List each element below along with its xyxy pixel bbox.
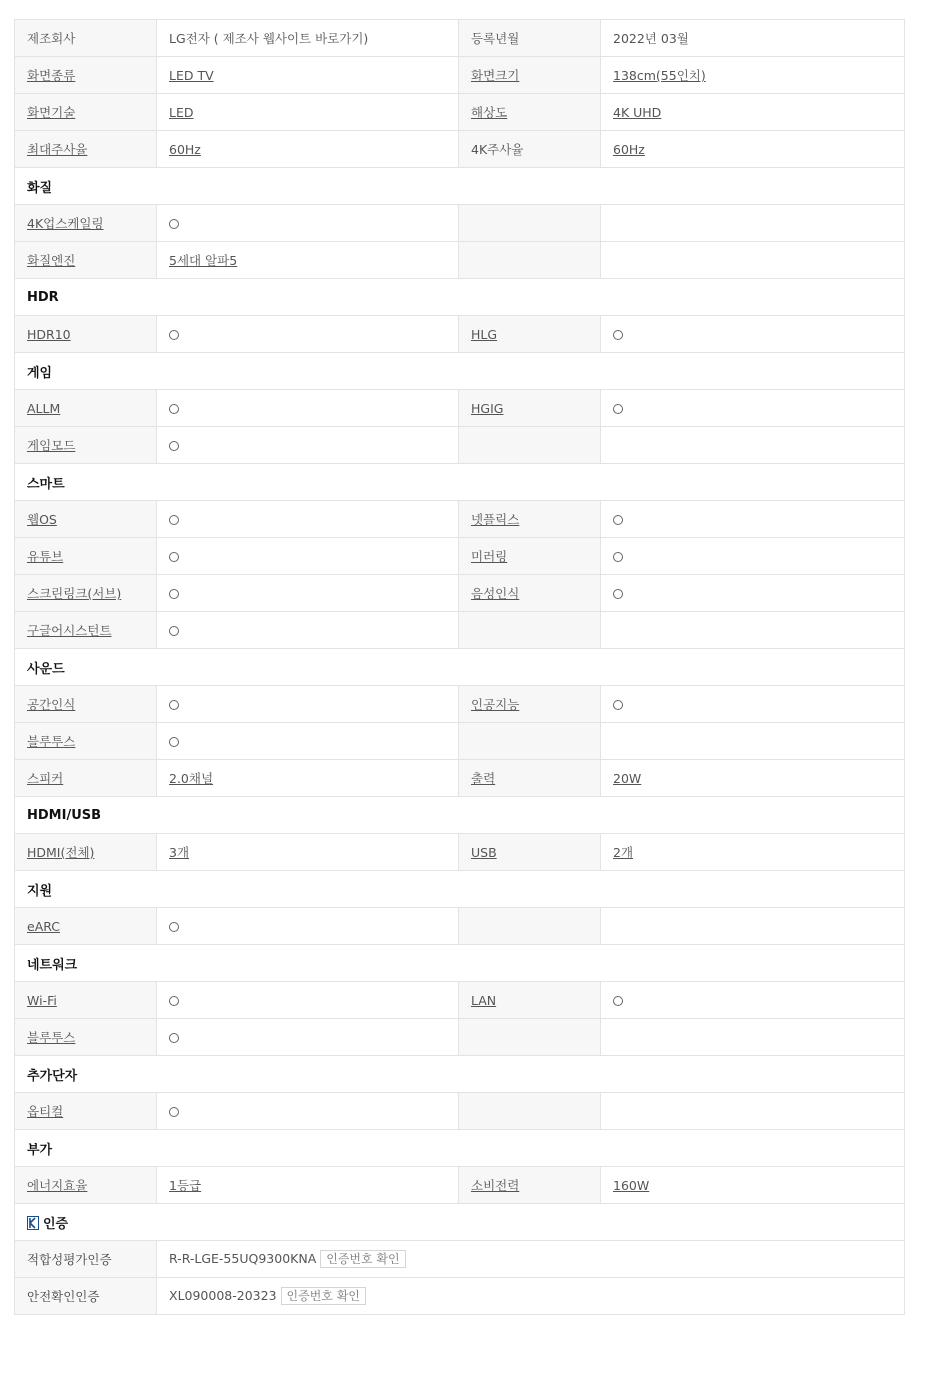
spec-label-link[interactable]: LAN bbox=[471, 992, 497, 1008]
spec-label-cell bbox=[15, 1093, 157, 1130]
supported-circle-icon bbox=[169, 1107, 179, 1117]
spec-value-cell bbox=[157, 760, 459, 797]
spec-value-link[interactable]: 60Hz bbox=[169, 141, 201, 157]
section-header bbox=[15, 353, 905, 390]
spec-label-cell bbox=[15, 908, 157, 945]
spec-value-cell bbox=[157, 94, 459, 131]
cert-row bbox=[15, 1278, 905, 1315]
section-title-cell bbox=[15, 1130, 905, 1167]
spec-value-cell bbox=[601, 390, 905, 427]
spec-value-cell bbox=[601, 908, 905, 945]
spec-label-cell bbox=[15, 760, 157, 797]
spec-label-cell bbox=[459, 760, 601, 797]
spec-label-cell bbox=[15, 686, 157, 723]
spec-label-cell bbox=[459, 390, 601, 427]
spec-value-cell bbox=[601, 723, 905, 760]
spec-value-cell bbox=[601, 834, 905, 871]
section-title: 인증 bbox=[43, 1216, 69, 1232]
spec-label-cell bbox=[459, 575, 601, 612]
section-title: 지원 bbox=[27, 883, 53, 899]
section-header bbox=[15, 871, 905, 908]
supported-circle-icon bbox=[169, 219, 179, 229]
spec-value-cell bbox=[157, 575, 459, 612]
spec-value-link[interactable]: 160W bbox=[613, 1177, 650, 1193]
spec-label-link[interactable]: 출력 bbox=[471, 771, 496, 786]
supported-circle-icon bbox=[169, 330, 179, 340]
section-header bbox=[15, 797, 905, 834]
supported-circle-icon bbox=[169, 589, 179, 599]
spec-label-cell bbox=[459, 723, 601, 760]
section-title: 부가 bbox=[27, 1142, 53, 1158]
spec-label-link[interactable]: 4K업스케일링 bbox=[27, 216, 104, 231]
spec-value-cell bbox=[157, 834, 459, 871]
spec-value-link[interactable]: 138cm(55인치) bbox=[613, 68, 706, 83]
spec-label-link[interactable]: 소비전력 bbox=[471, 1178, 520, 1193]
section-title: HDR bbox=[27, 289, 59, 305]
section-title-cell bbox=[15, 464, 905, 501]
spec-value-cell bbox=[157, 1093, 459, 1130]
spec-label-link[interactable]: 스피커 bbox=[27, 771, 64, 786]
spec-label-cell bbox=[459, 131, 601, 168]
spec-label-link[interactable]: 화질엔진 bbox=[27, 253, 76, 268]
spec-value-text: 2022년 03월 bbox=[613, 31, 689, 46]
section-title-cell bbox=[15, 279, 905, 316]
spec-label-cell bbox=[15, 390, 157, 427]
section-title-cell bbox=[15, 353, 905, 390]
spec-label-cell bbox=[15, 427, 157, 464]
spec-row bbox=[15, 1167, 905, 1204]
spec-label-cell bbox=[459, 316, 601, 353]
cert-label: 안전확인인증 bbox=[15, 1278, 157, 1315]
spec-value-cell bbox=[601, 20, 905, 57]
verify-cert-button[interactable]: 인증번호 확인 bbox=[320, 1250, 405, 1268]
spec-label-cell bbox=[15, 20, 157, 57]
spec-value-link[interactable]: 2.0채널 bbox=[169, 771, 214, 786]
spec-row bbox=[15, 834, 905, 871]
spec-row bbox=[15, 57, 905, 94]
spec-label-text: 제조회사 bbox=[27, 31, 76, 46]
spec-label-link[interactable]: 음성인식 bbox=[471, 586, 520, 601]
cert-value-cell bbox=[157, 1278, 905, 1315]
spec-label-cell bbox=[15, 242, 157, 279]
spec-label-link[interactable]: 게임모드 bbox=[27, 438, 76, 453]
spec-label-link[interactable]: ALLM bbox=[27, 400, 61, 416]
spec-row bbox=[15, 427, 905, 464]
kc-mark-icon bbox=[27, 1216, 39, 1230]
spec-row bbox=[15, 20, 905, 57]
spec-label-cell bbox=[15, 501, 157, 538]
spec-label-link[interactable]: 화면종류 bbox=[27, 68, 76, 83]
spec-row bbox=[15, 612, 905, 649]
spec-label-cell bbox=[459, 612, 601, 649]
spec-value-cell bbox=[157, 390, 459, 427]
spec-label-cell bbox=[459, 908, 601, 945]
spec-value-cell bbox=[157, 501, 459, 538]
spec-row bbox=[15, 575, 905, 612]
spec-label-link[interactable]: 구글어시스턴트 bbox=[27, 623, 112, 638]
spec-value-cell bbox=[601, 612, 905, 649]
spec-label-cell bbox=[459, 427, 601, 464]
spec-value-cell bbox=[601, 1167, 905, 1204]
supported-circle-icon bbox=[169, 1033, 179, 1043]
supported-circle-icon bbox=[169, 404, 179, 414]
spec-value-link[interactable]: 4K UHD bbox=[613, 104, 662, 120]
spec-row bbox=[15, 908, 905, 945]
section-header bbox=[15, 945, 905, 982]
spec-label-cell bbox=[15, 1167, 157, 1204]
spec-label-cell bbox=[15, 131, 157, 168]
spec-label-cell bbox=[15, 612, 157, 649]
section-title-cell bbox=[15, 871, 905, 908]
spec-label-link[interactable]: 웹OS bbox=[27, 512, 57, 527]
spec-table-body bbox=[15, 20, 905, 1315]
spec-row bbox=[15, 131, 905, 168]
spec-row bbox=[15, 723, 905, 760]
spec-table bbox=[14, 19, 905, 1315]
spec-value-cell bbox=[157, 1019, 459, 1056]
spec-label-link[interactable]: 블루투스 bbox=[27, 734, 76, 749]
spec-label-cell bbox=[459, 834, 601, 871]
spec-value-cell bbox=[157, 612, 459, 649]
spec-label-cell bbox=[459, 20, 601, 57]
spec-label-link[interactable]: HDR10 bbox=[27, 326, 71, 342]
supported-circle-icon bbox=[613, 404, 623, 414]
spec-value-cell bbox=[157, 57, 459, 94]
section-header bbox=[15, 464, 905, 501]
spec-value-text: LG전자 ( 제조사 웹사이트 바로가기) bbox=[169, 31, 369, 46]
spec-label-link[interactable]: 스크린링크(서브) bbox=[27, 586, 122, 601]
spec-value-link[interactable]: LED TV bbox=[169, 67, 214, 83]
section-title-cell bbox=[15, 649, 905, 686]
spec-row bbox=[15, 686, 905, 723]
spec-row bbox=[15, 1019, 905, 1056]
section-title-cell bbox=[15, 1204, 905, 1241]
spec-value-cell bbox=[157, 205, 459, 242]
spec-value-cell bbox=[601, 1093, 905, 1130]
spec-label-cell bbox=[15, 538, 157, 575]
spec-label-link[interactable]: HGIG bbox=[471, 400, 504, 416]
spec-label-cell bbox=[459, 1093, 601, 1130]
spec-row bbox=[15, 538, 905, 575]
spec-label-link[interactable]: 에너지효율 bbox=[27, 1178, 88, 1193]
spec-label-cell bbox=[15, 316, 157, 353]
spec-label-link[interactable]: 최대주사율 bbox=[27, 142, 88, 157]
spec-row bbox=[15, 94, 905, 131]
section-title: 네트워크 bbox=[27, 957, 78, 973]
spec-value-cell bbox=[601, 205, 905, 242]
spec-value-link[interactable]: 1등급 bbox=[169, 1178, 202, 1193]
spec-label-cell bbox=[15, 57, 157, 94]
spec-label-cell bbox=[459, 501, 601, 538]
spec-row bbox=[15, 982, 905, 1019]
spec-value-cell bbox=[157, 982, 459, 1019]
spec-value-cell bbox=[601, 501, 905, 538]
section-title: 게임 bbox=[27, 365, 53, 381]
spec-label-cell bbox=[459, 94, 601, 131]
supported-circle-icon bbox=[169, 737, 179, 747]
spec-label-link[interactable]: 해상도 bbox=[471, 105, 508, 120]
spec-label-link[interactable]: HLG bbox=[471, 326, 498, 342]
spec-label-link[interactable]: 화면크기 bbox=[471, 68, 520, 83]
spec-row bbox=[15, 242, 905, 279]
section-title: HDMI/USB bbox=[27, 807, 102, 823]
spec-label-cell bbox=[15, 982, 157, 1019]
spec-value-link[interactable]: 2개 bbox=[613, 845, 634, 860]
cert-label: 적합성평가인증 bbox=[15, 1241, 157, 1278]
spec-label-link[interactable]: 넷플릭스 bbox=[471, 512, 520, 527]
spec-label-cell bbox=[15, 723, 157, 760]
spec-value-cell bbox=[601, 94, 905, 131]
spec-label-cell bbox=[15, 205, 157, 242]
spec-label-link[interactable]: 유튜브 bbox=[27, 549, 64, 564]
spec-value-cell bbox=[601, 575, 905, 612]
section-header bbox=[15, 168, 905, 205]
spec-value-cell bbox=[601, 686, 905, 723]
cert-value-cell bbox=[157, 1241, 905, 1278]
supported-circle-icon bbox=[169, 441, 179, 451]
spec-label-text: 4K주사율 bbox=[471, 142, 524, 157]
spec-value-link[interactable]: 3개 bbox=[169, 845, 190, 860]
supported-circle-icon bbox=[169, 996, 179, 1006]
spec-label-cell bbox=[459, 538, 601, 575]
supported-circle-icon bbox=[613, 996, 623, 1006]
spec-label-cell bbox=[459, 686, 601, 723]
spec-row bbox=[15, 316, 905, 353]
section-title-cell bbox=[15, 168, 905, 205]
section-header bbox=[15, 279, 905, 316]
spec-value-link[interactable]: 5세대 알파5 bbox=[169, 253, 238, 268]
spec-label-link[interactable]: 블루투스 bbox=[27, 1030, 76, 1045]
section-header bbox=[15, 1130, 905, 1167]
spec-row bbox=[15, 390, 905, 427]
section-title-cell bbox=[15, 797, 905, 834]
spec-label-cell bbox=[15, 834, 157, 871]
spec-row bbox=[15, 760, 905, 797]
supported-circle-icon bbox=[169, 552, 179, 562]
spec-value-link[interactable]: 60Hz bbox=[613, 141, 645, 157]
supported-circle-icon bbox=[169, 626, 179, 636]
cert-row bbox=[15, 1241, 905, 1278]
spec-label-link[interactable]: 공간인식 bbox=[27, 697, 76, 712]
section-title-cell bbox=[15, 945, 905, 982]
supported-circle-icon bbox=[169, 700, 179, 710]
section-header bbox=[15, 649, 905, 686]
spec-label-link[interactable]: eARC bbox=[27, 918, 61, 934]
section-header bbox=[15, 1204, 905, 1241]
spec-label-cell bbox=[15, 1019, 157, 1056]
spec-value-cell bbox=[601, 242, 905, 279]
spec-value-cell bbox=[157, 131, 459, 168]
section-title: 추가단자 bbox=[27, 1068, 78, 1084]
spec-value-cell bbox=[157, 242, 459, 279]
cert-number: XL090008-20323 bbox=[169, 1288, 277, 1303]
supported-circle-icon bbox=[169, 922, 179, 932]
spec-label-cell bbox=[459, 1019, 601, 1056]
spec-value-cell bbox=[601, 982, 905, 1019]
supported-circle-icon bbox=[613, 515, 623, 525]
spec-value-cell bbox=[157, 427, 459, 464]
verify-cert-button[interactable]: 인증번호 확인 bbox=[281, 1287, 366, 1305]
supported-circle-icon bbox=[613, 700, 623, 710]
cert-number: R-R-LGE-55UQ9300KNA bbox=[169, 1251, 317, 1266]
spec-label-text: 등록년월 bbox=[471, 31, 520, 46]
spec-value-cell bbox=[157, 316, 459, 353]
spec-label-link[interactable]: USB bbox=[471, 844, 497, 860]
spec-value-cell bbox=[157, 686, 459, 723]
spec-label-link[interactable]: 옵티컬 bbox=[27, 1104, 64, 1119]
spec-value-cell bbox=[601, 760, 905, 797]
spec-label-link[interactable]: HDMI(전체) bbox=[27, 845, 95, 860]
spec-label-link[interactable]: Wi-Fi bbox=[27, 992, 57, 1008]
section-header bbox=[15, 1056, 905, 1093]
spec-value-link[interactable]: LED bbox=[169, 104, 194, 120]
spec-value-cell bbox=[157, 908, 459, 945]
spec-label-cell bbox=[459, 982, 601, 1019]
spec-label-link[interactable]: 인공지능 bbox=[471, 697, 520, 712]
spec-row bbox=[15, 501, 905, 538]
supported-circle-icon bbox=[169, 515, 179, 525]
spec-row bbox=[15, 205, 905, 242]
spec-value-cell bbox=[157, 1167, 459, 1204]
spec-label-link[interactable]: 미러링 bbox=[471, 549, 508, 564]
supported-circle-icon bbox=[613, 552, 623, 562]
section-title-cell bbox=[15, 1056, 905, 1093]
spec-value-cell bbox=[601, 316, 905, 353]
spec-value-cell bbox=[157, 538, 459, 575]
spec-label-link[interactable]: 화면기술 bbox=[27, 105, 76, 120]
spec-label-cell bbox=[459, 205, 601, 242]
spec-value-cell bbox=[601, 1019, 905, 1056]
spec-value-cell bbox=[601, 427, 905, 464]
supported-circle-icon bbox=[613, 589, 623, 599]
spec-row bbox=[15, 1093, 905, 1130]
spec-label-cell bbox=[15, 94, 157, 131]
spec-value-cell bbox=[601, 131, 905, 168]
section-title: 사운드 bbox=[27, 661, 65, 677]
supported-circle-icon bbox=[613, 330, 623, 340]
spec-value-cell bbox=[157, 20, 459, 57]
spec-value-link[interactable]: 20W bbox=[613, 770, 642, 786]
spec-label-cell bbox=[459, 1167, 601, 1204]
section-title: 화질 bbox=[27, 180, 53, 196]
section-title: 스마트 bbox=[27, 476, 65, 492]
spec-value-cell bbox=[157, 723, 459, 760]
spec-value-cell bbox=[601, 57, 905, 94]
spec-value-cell bbox=[601, 538, 905, 575]
spec-label-cell bbox=[459, 57, 601, 94]
spec-label-cell bbox=[15, 575, 157, 612]
spec-label-cell bbox=[459, 242, 601, 279]
